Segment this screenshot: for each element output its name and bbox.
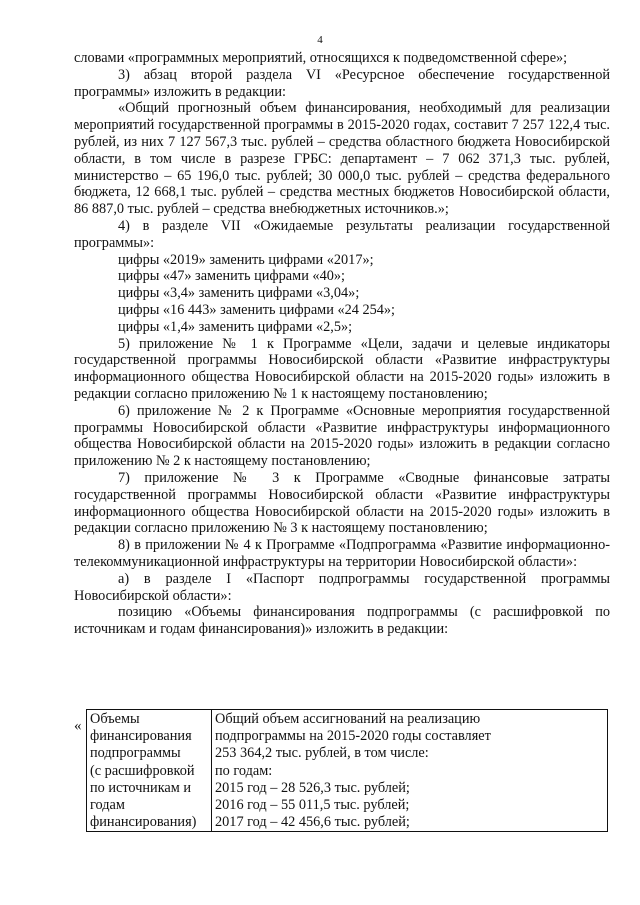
financing-table	[86, 709, 608, 832]
paragraph: 5) приложение № 1 к Программе «Цели, задачи и целевые индикаторы государственной программы Новосибирской области «Развитие инфраструктуры информационного общества Новосибирской области на 2015-2020 годы» изложить в редакции согласно приложению № 1 к настоящему постановлению;	[74, 335, 610, 402]
paragraph: словами «программных мероприятий, относящихся к подведомственной сфере»;	[74, 50, 568, 66]
paragraph: 8) в приложении № 4 к Программе «Подпрограмма «Развитие информационно-телекоммуникационной инфраструктуры на территории Новосибирской области»:	[74, 537, 610, 570]
paragraph: «Общий прогнозный объем финансирования, необходимый для реализации мероприятий государственной программы в 2015-2020 годах, составит 7 257 122,4 тыс. рублей, из них 7 127 567,3 тыс. рублей – средства областного бюджета Новосибирской области, в том числе в разрезе ГРБС: департамент – 7 062 371,3 тыс. рублей, министерство – 65 196,0 тыс. рублей; 30 000,0 тыс. рублей – средства федерального бюджета, 12 668,1 тыс. рублей – средства местных бюджетов Новосибирской области, 86 887,0 тыс. рублей – средства внебюджетных источников.»;	[74, 100, 610, 218]
table-cell-label	[87, 710, 212, 832]
paragraph: а) в разделе I «Паспорт подпрограммы государственной программы Новосибирской области»:	[74, 570, 610, 604]
cell-line: по годам:	[215, 762, 273, 779]
list-item: цифры «1,4» заменить цифрами «2,5»;	[118, 318, 353, 335]
paragraph: позицию «Объемы финансирования подпрограммы (с расшифровкой по источникам и годам финансирования)» изложить в редакции:	[74, 604, 610, 638]
cell-line: 2017 год – 42 456,6 тыс. рублей;	[215, 814, 410, 831]
cell-line: 2015 год – 28 526,3 тыс. рублей;	[215, 779, 410, 796]
cell-line: по источникам и	[90, 779, 192, 796]
cell-line: финансирования	[90, 728, 192, 745]
cell-line: подпрограммы на 2015-2020 годы составляет	[215, 728, 491, 745]
cell-line: подпрограммы	[90, 745, 181, 762]
paragraph: 7) приложение № 3 к Программе «Сводные финансовые затраты государственной программы Новосибирской области «Развитие инфраструктуры информационного общества Новосибирской области на 2015-2020 годы» изложить в редакции согласно приложению № 3 к настоящему постановлению;	[74, 469, 610, 537]
page-number: 4	[317, 34, 323, 46]
list-item: цифры «16 443» заменить цифрами «24 254»;	[118, 301, 396, 318]
list-item: цифры «47» заменить цифрами «40»;	[118, 268, 345, 285]
cell-line: финансирования)	[90, 814, 197, 831]
document-body	[74, 50, 610, 638]
cell-line: 253 364,2 тыс. рублей, в том числе:	[215, 745, 429, 762]
paragraph: 4) в разделе VII «Ожидаемые результаты реализации государственной программы»:	[74, 217, 610, 251]
opening-quote-mark: «	[74, 718, 82, 734]
list-item: цифры «3,4» заменить цифрами «3,04»;	[118, 285, 360, 302]
table-row	[87, 710, 608, 832]
cell-line: 2016 год – 55 011,5 тыс. рублей;	[215, 797, 410, 814]
cell-line: Объемы	[90, 711, 140, 727]
paragraph: 3) абзац второй раздела VI «Ресурсное обеспечение государственной программы» изложить в редакции:	[74, 66, 610, 100]
cell-line: Общий объем ассигнований на реализацию	[215, 711, 481, 727]
table-cell-value	[212, 710, 608, 832]
paragraph: 6) приложение № 2 к Программе «Основные мероприятия государственной программы Новосибирской области «Развитие инфраструктуры информационного общества Новосибирской области на 2015-2020 годы» изложить в редакции согласно приложению № 2 к настоящему постановлению;	[74, 402, 610, 470]
list-item: цифры «2019» заменить цифрами «2017»;	[118, 251, 374, 268]
cell-line: (с расшифровкой	[90, 762, 195, 779]
cell-line: годам	[90, 797, 125, 814]
